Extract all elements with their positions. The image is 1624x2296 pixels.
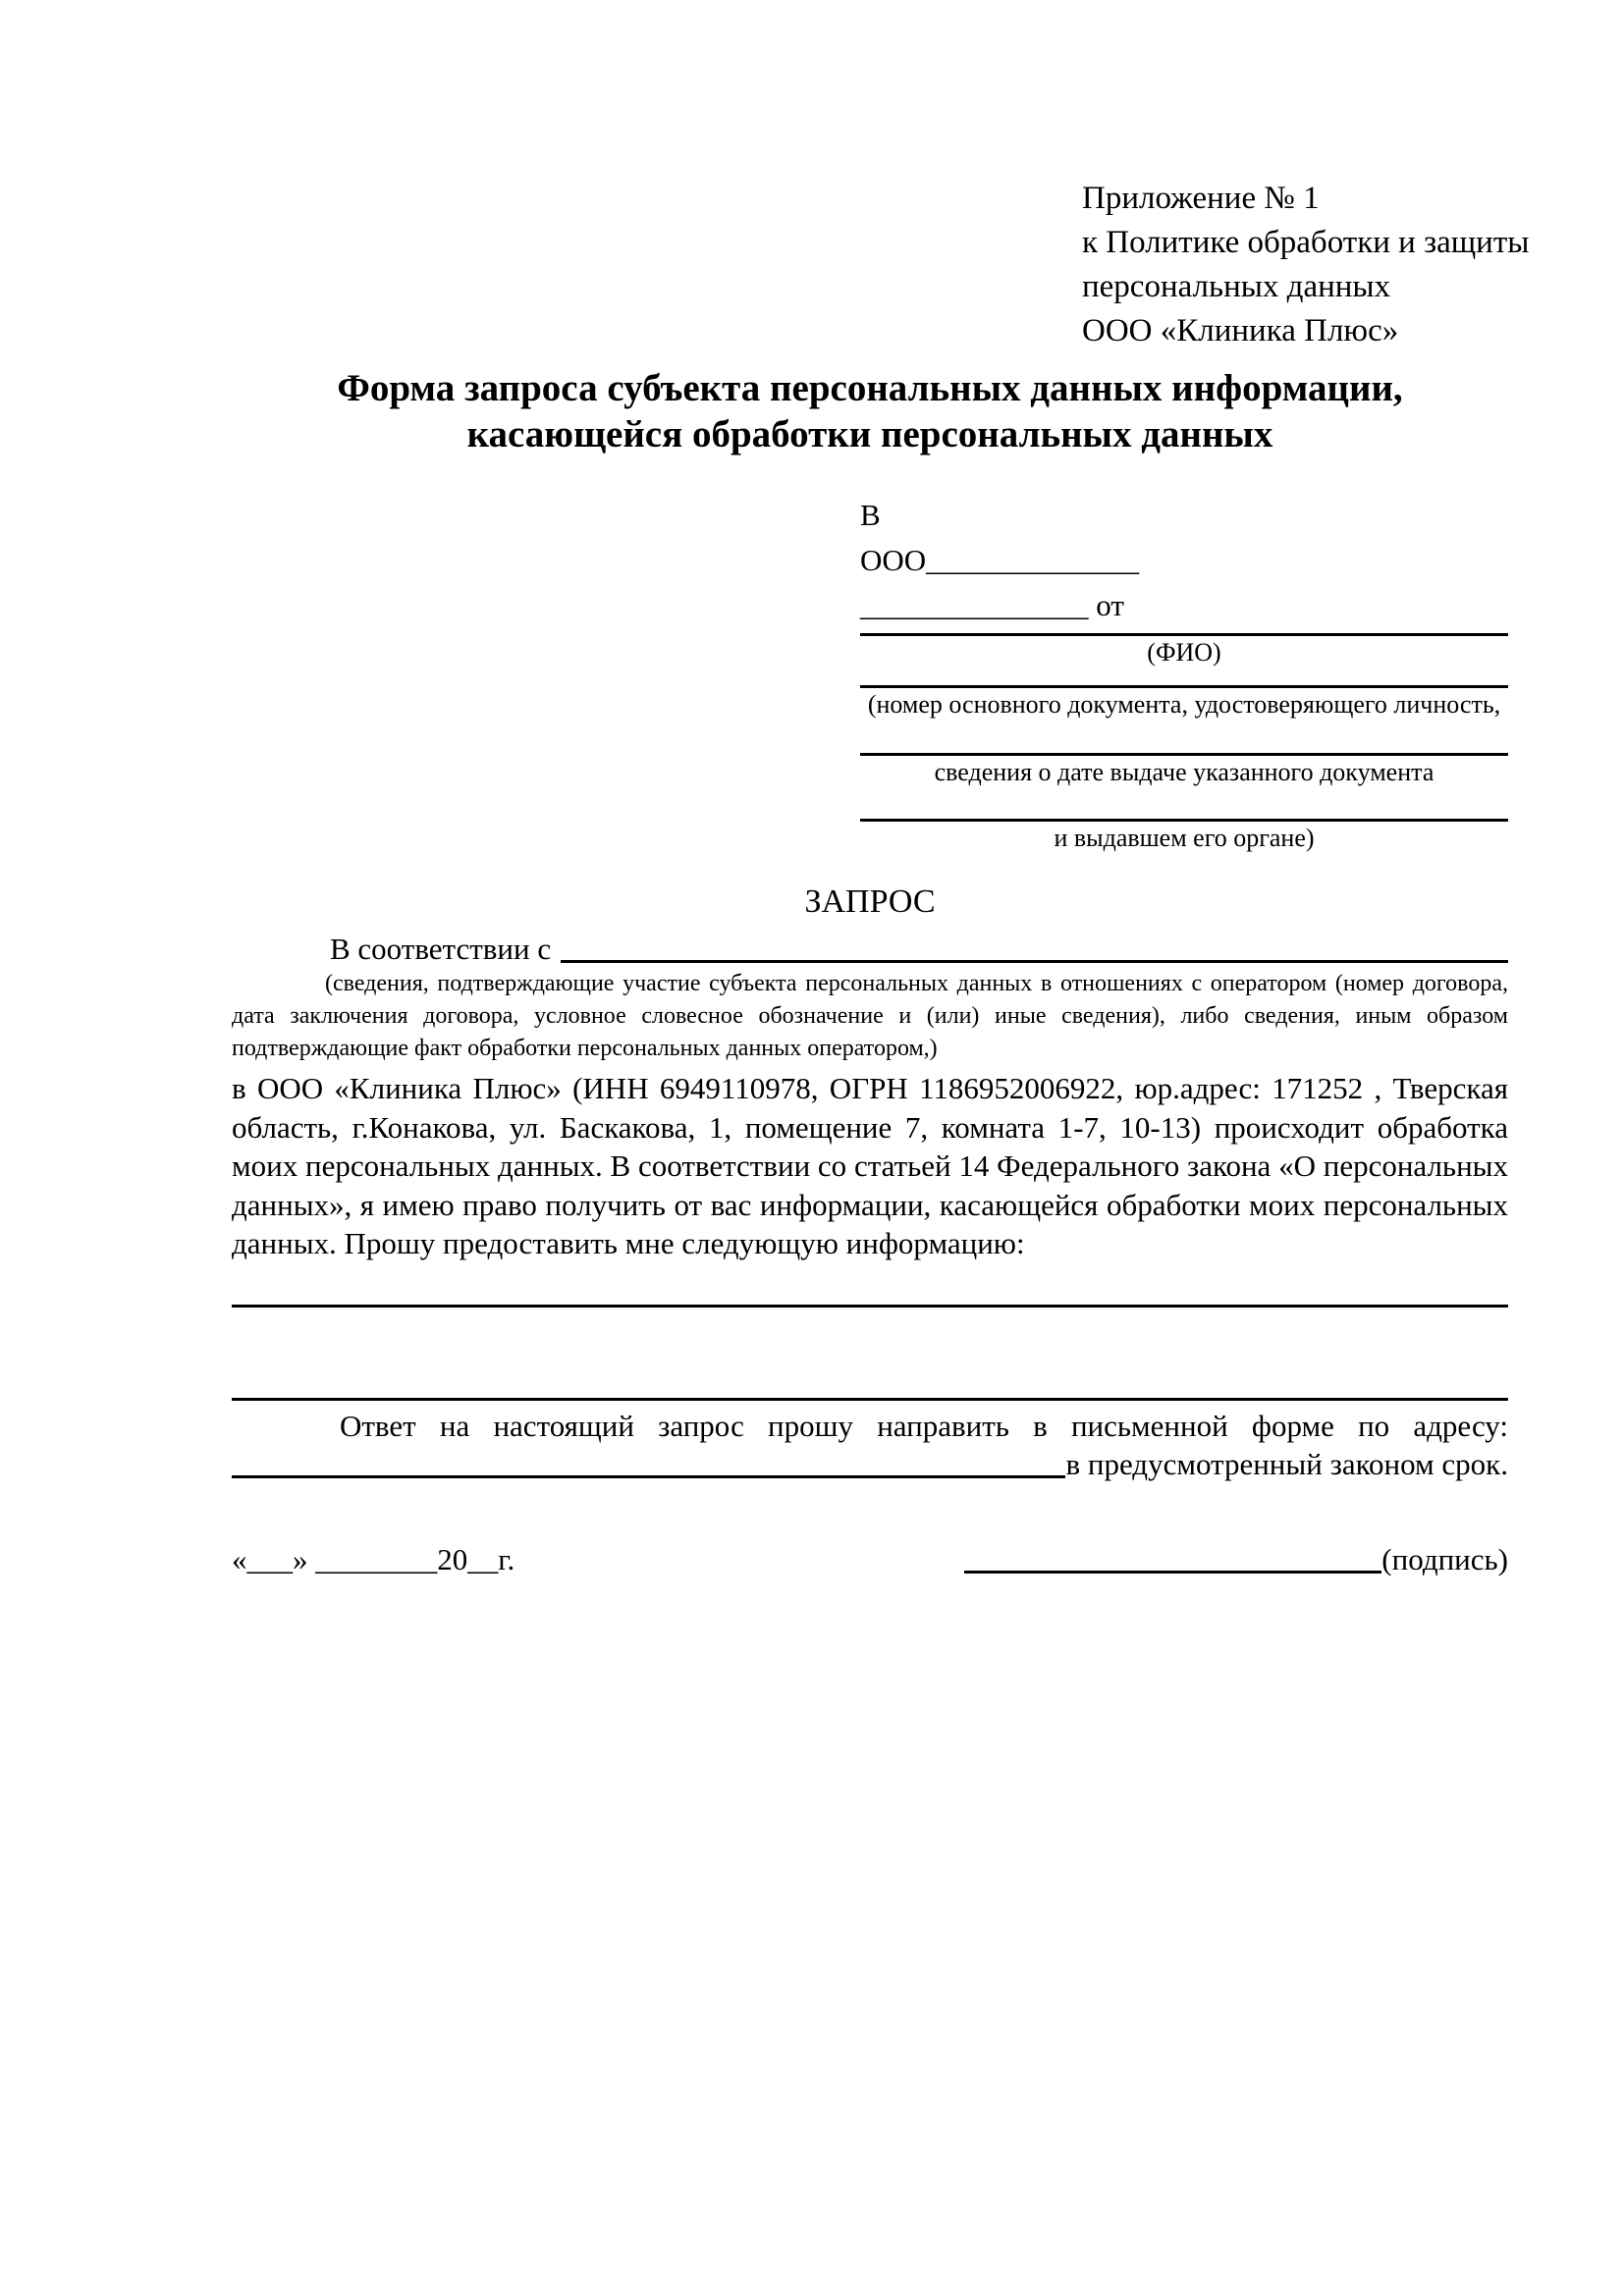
reply-paragraph: Ответ на настоящий запрос прошу направить в письменной форме по адресу:	[340, 1408, 1508, 1443]
signature-row	[232, 1540, 1508, 1578]
recipient-block	[860, 493, 1508, 855]
appendix-header-line: персональных данных	[1082, 269, 1391, 304]
request-body-paragraph: в ООО «Клиника Плюс» (ИНН 6949110978, ОГРН 1186952006922, юр.адрес: 171252 , Тверская область, г.Конакова, ул. Баскакова, 1, помещение 7, комната 1-7, 10-13) происходит обработка моих персональных данных. В соответствии со статьей 14 Федерального закона «О персональных данных», я имею право получить от вас информации, касающейся обработки моих персональных данных. Прошу предоставить мне следующую информацию:	[232, 1071, 1508, 1260]
signature-caption: (подпись)	[1381, 1541, 1508, 1576]
issuing-authority-caption: и выдавшем его органе)	[1054, 824, 1315, 852]
signature-line	[964, 1571, 1381, 1574]
date-blank: «___» ________20__г.	[232, 1541, 515, 1576]
recipient-line-ot: _______________ от	[860, 588, 1124, 622]
id-document-caption: (номер основного документа, удостоверяющего личность,	[867, 690, 1501, 719]
signature-area	[964, 1540, 1508, 1578]
accordance-blank-line	[561, 960, 1508, 963]
request-heading: ЗАПРОС	[804, 883, 936, 920]
info-blank-line-2	[232, 1398, 1508, 1401]
reply-suffix: в предусмотренный законом срок.	[1065, 1446, 1508, 1481]
smallprint-note: (сведения, подтверждающие участие субъекта персональных данных в отношениях с оператором (номер договора, дата заключения договора, условное словесное обозначение и (или) иные сведения), либо сведения, иным образом подтверждающие факт обработки персональных данных оператором,)	[232, 971, 1508, 1061]
appendix-header-line: Приложение № 1	[1082, 181, 1320, 216]
info-blank-line-1	[232, 1305, 1508, 1308]
appendix-header-line: ООО «Клиника Плюс»	[1082, 313, 1399, 348]
fio-field-line	[860, 628, 1508, 636]
document-content	[232, 177, 1530, 1578]
recipient-line-ooo: ООО______________	[860, 543, 1140, 577]
issue-date-field-line	[860, 721, 1508, 756]
accordance-prefix: В соответствии с	[330, 932, 552, 966]
title-line-2: касающейся обработки персональных данных	[466, 413, 1273, 455]
issuing-authority-field-line	[860, 789, 1508, 822]
recipient-line-v: В	[860, 498, 881, 532]
appendix-header-block	[1082, 177, 1530, 353]
id-document-field-line	[860, 669, 1508, 688]
issue-date-caption: сведения о дате выдаче указанного документа	[934, 758, 1435, 786]
document-title	[232, 365, 1508, 457]
fio-caption: (ФИО)	[1147, 638, 1221, 667]
accordance-line	[232, 930, 1508, 968]
address-row	[232, 1445, 1508, 1483]
title-line-1: Форма запроса субъекта персональных данных информации,	[337, 367, 1403, 409]
address-blank-line	[232, 1475, 1065, 1478]
appendix-header-line: к Политике обработки и защиты	[1082, 225, 1530, 260]
